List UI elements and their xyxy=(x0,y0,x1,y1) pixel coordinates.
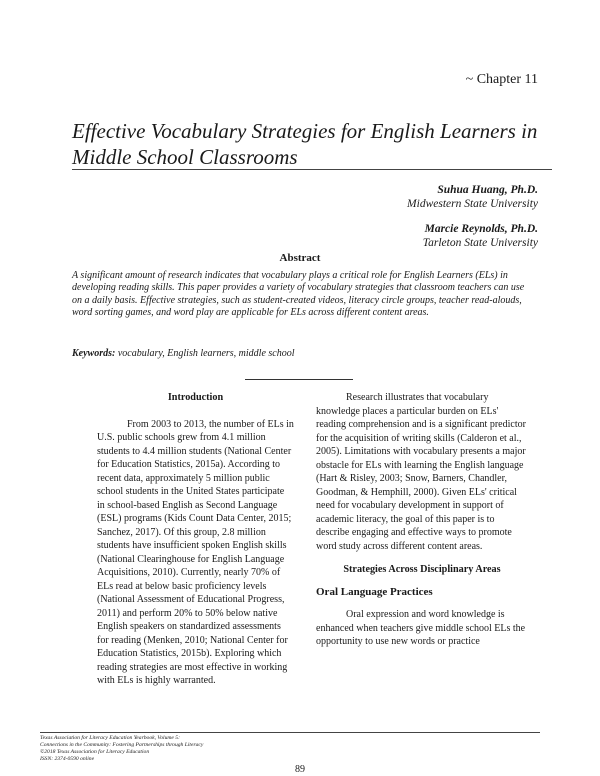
keywords xyxy=(72,348,295,359)
body-paragraph: Oral expression and word knowledge is enhanced when teachers give middle school ELs the opportunity to use new words or practice xyxy=(316,609,526,647)
footer-line: ©2018 Texas Association for Literacy Education xyxy=(40,749,150,755)
keywords-text: vocabulary, English learners, middle school xyxy=(117,348,295,359)
author-block-2 xyxy=(423,222,538,250)
footer-citation xyxy=(40,735,203,763)
page-number: 89 xyxy=(295,764,305,775)
footer-line: Connections in the Community: Fostering Partnerships through Literacy xyxy=(40,742,204,748)
author-name: Marcie Reynolds, Ph.D. xyxy=(424,223,538,235)
author-block-1 xyxy=(407,183,538,211)
left-column xyxy=(97,391,294,688)
chapter-label: ~ Chapter 11 xyxy=(465,72,538,87)
author-affiliation: Tarleton State University xyxy=(422,237,538,249)
abstract-text: A significant amount of research indicates that vocabulary plays a critical role for English Learners (ELs) in developing reading skills. This paper provides a variety of vocabulary strategies that classroom teachers can use on a daily basis. Effective strategies, such as student-created videos, literacy circle groups, teacher read-alouds, word sorting games, and word play are applicable for ELs across different content areas. xyxy=(72,270,525,318)
subsection-heading: Oral Language Practices xyxy=(316,585,433,598)
footer-line: Texas Association for Literacy Education Yearbook, Volume 5: xyxy=(40,735,180,741)
title-underline xyxy=(72,169,552,170)
author-name: Suhua Huang, Ph.D. xyxy=(437,184,538,196)
footer-line: ISSN: 2374-0590 online xyxy=(40,756,95,762)
body-paragraph: Research illustrates that vocabulary knowledge places a particular burden on ELs' reading comprehension and is a significant predictor for the acquisition of writing skills (Calderon et al., 2005). Limitations with vocabulary presents a major obstacle for ELs with learning the English language (Hart & Risley, 2003; Snow, Barners, Chandler, Goodman, & Hemphill, 2000). Given ELs' critical need for vocabulary development in support of academic literacy, the goal of this paper is to describe engaging and effective ways to promote word study across different content areas. xyxy=(316,392,526,552)
footer-rule xyxy=(40,732,540,733)
section-heading-introduction: Introduction xyxy=(167,392,224,403)
section-heading: Strategies Across Disciplinary Areas xyxy=(343,564,501,575)
keywords-label: Keywords: xyxy=(72,348,116,359)
right-column xyxy=(316,391,528,649)
section-separator xyxy=(245,379,353,380)
abstract-heading: Abstract xyxy=(279,252,321,264)
body-paragraph: From 2003 to 2013, the number of ELs in U.S. public schools grew from 4.1 million students to 4.4 million students (National Center for Education Statistics, 2015a). According to recent data, approximately 5 million public school students in the United States participate in school-based English as Second Language (ESL) programs (Kids Count Data Center, 2015; Sanchez, 2017). Of this group, 2.8 million students have insufficient spoken English skills (National Clearinghouse for English Language Acquisitions, 2010). Currently, nearly 70% of ELs read at below basic proficiency levels (National Assessment of Educational Progress, 2011) and perform 20% to 50% below native English speakers on standardized assessments for reading (Menken, 2010; National Center for Education Statistics, 2015b). Exploring which reading strategies are most effective in working with ELs is highly warranted. xyxy=(97,418,294,686)
author-affiliation: Midwestern State University xyxy=(407,198,538,210)
article-title: Effective Vocabulary Strategies for English Learners in Middle School Classrooms xyxy=(72,119,538,169)
